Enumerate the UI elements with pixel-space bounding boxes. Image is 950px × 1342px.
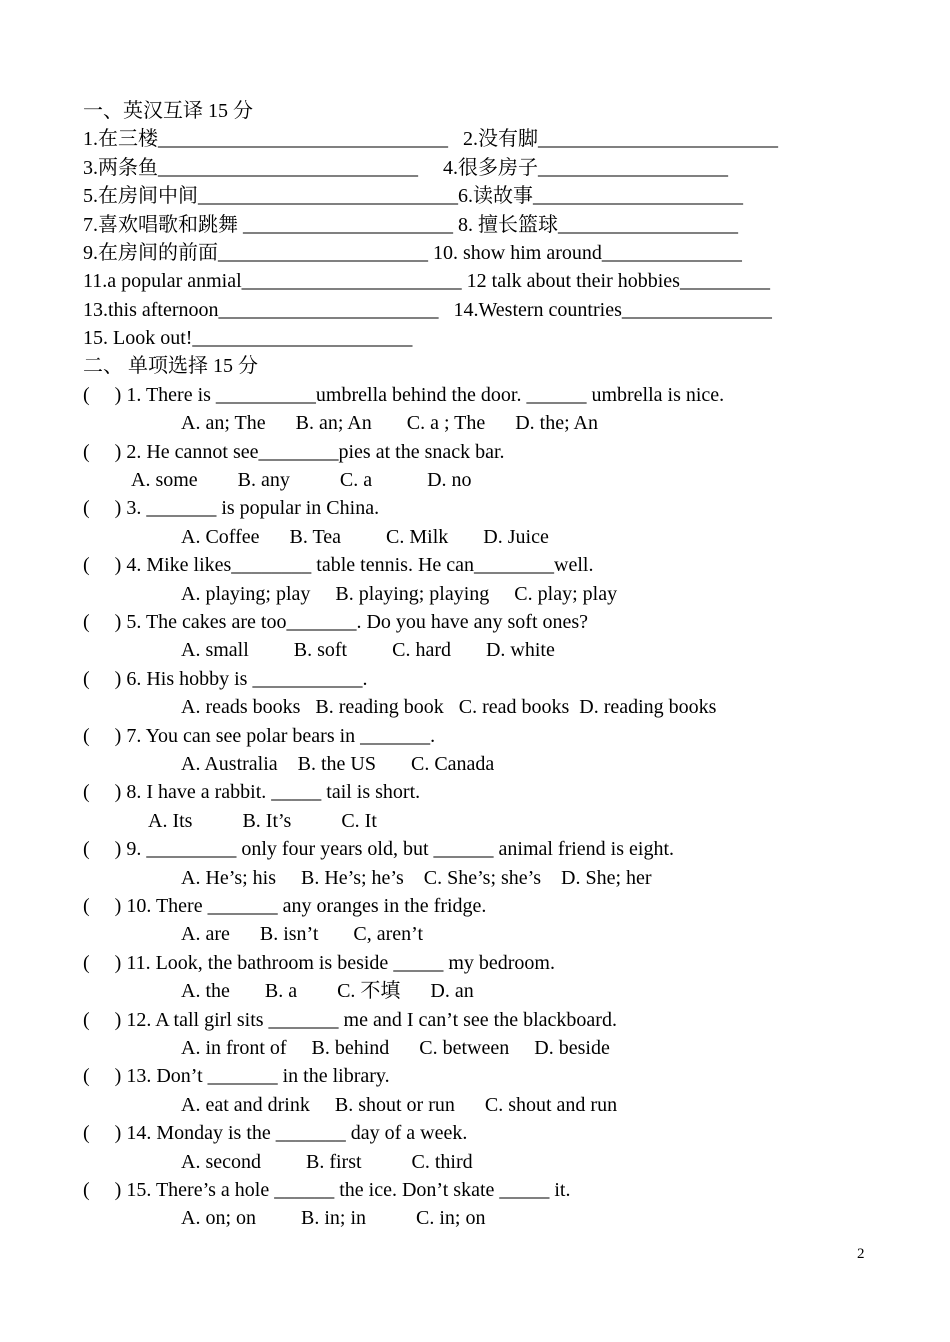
question-4: ( ) 4. Mike likes________ table tennis. He can________well. <box>83 554 594 576</box>
question-6: ( ) 6. His hobby is ___________. <box>83 668 368 690</box>
translation-row-2: 3.两条鱼__________________________ 4.很多房子___________________ <box>83 157 728 179</box>
question-2: ( ) 2. He cannot see________pies at the snack bar. <box>83 441 505 463</box>
question-14-options: A. second B. first C. third <box>181 1151 473 1173</box>
question-5: ( ) 5. The cakes are too_______. Do you have any soft ones? <box>83 611 589 633</box>
question-12: ( ) 12. A tall girl sits _______ me and I can’t see the blackboard. <box>83 1009 617 1031</box>
question-3-options: A. Coffee B. Tea C. Milk D. Juice <box>181 526 549 548</box>
question-3: ( ) 3. _______ is popular in China. <box>83 497 380 519</box>
translation-row-8: 15. Look out!______________________ <box>83 327 413 349</box>
question-11-options: A. the B. a C. 不填 D. an <box>181 980 474 1002</box>
question-13-options: A. eat and drink B. shout or run C. shout and run <box>181 1094 618 1116</box>
translation-row-5: 9.在房间的前面_____________________ 10. show him around______________ <box>83 242 742 264</box>
translation-row-4: 7.喜欢唱歌和跳舞 _____________________ 8. 擅长篮球__________________ <box>83 214 738 236</box>
question-4-options: A. playing; play B. playing; playing C. play; play <box>181 583 618 605</box>
question-15: ( ) 15. There’s a hole ______ the ice. Don’t skate _____ it. <box>83 1179 571 1201</box>
question-9-options: A. He’s; his B. He’s; he’s C. She’s; she’s D. She; her <box>181 867 652 889</box>
question-1-options: A. an; The B. an; An C. a ; The D. the; An <box>181 412 599 434</box>
question-10: ( ) 10. There _______ any oranges in the fridge. <box>83 895 487 917</box>
translation-row-7: 13.this afternoon______________________ 14.Western countries_______________ <box>83 299 772 321</box>
question-9: ( ) 9. _________ only four years old, but ______ animal friend is eight. <box>83 838 675 860</box>
question-8-options: A. Its B. It’s C. It <box>148 810 377 832</box>
question-12-options: A. in front of B. behind C. between D. beside <box>181 1037 610 1059</box>
question-11: ( ) 11. Look, the bathroom is beside _____ my bedroom. <box>83 952 555 974</box>
translation-row-3: 5.在房间中间__________________________6.读故事_____________________ <box>83 185 743 207</box>
question-15-options: A. on; on B. in; in C. in; on <box>181 1207 486 1229</box>
question-14: ( ) 14. Monday is the _______ day of a week. <box>83 1122 468 1144</box>
question-6-options: A. reads books B. reading book C. read books D. reading books <box>181 696 717 718</box>
section1-title: 一、英汉互译 15 分 <box>83 100 253 122</box>
question-1: ( ) 1. There is __________umbrella behind the door. ______ umbrella is nice. <box>83 384 725 406</box>
question-5-options: A. small B. soft C. hard D. white <box>181 639 555 661</box>
question-13: ( ) 13. Don’t _______ in the library. <box>83 1065 390 1087</box>
question-2-options: A. some B. any C. a D. no <box>131 469 472 491</box>
page-number: 2 <box>857 1246 865 1262</box>
section2-title: 二、 单项选择 15 分 <box>83 355 258 377</box>
question-7: ( ) 7. You can see polar bears in _______. <box>83 725 436 747</box>
translation-row-1: 1.在三楼_____________________________ 2.没有脚________________________ <box>83 128 778 150</box>
question-7-options: A. Australia B. the US C. Canada <box>181 753 495 775</box>
question-10-options: A. are B. isn’t C, aren’t <box>181 923 424 945</box>
translation-row-6: 11.a popular anmial______________________ 12 talk about their hobbies_________ <box>83 270 770 292</box>
question-8: ( ) 8. I have a rabbit. _____ tail is short. <box>83 781 421 803</box>
